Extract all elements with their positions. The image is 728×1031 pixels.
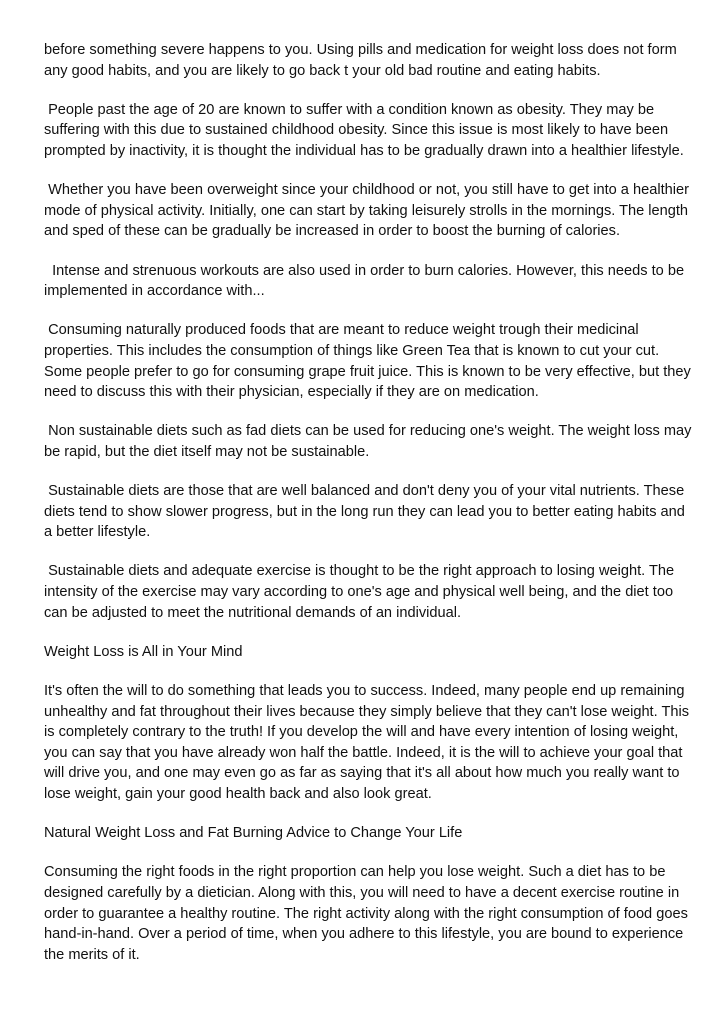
- document-page: [44, 40, 696, 984]
- section-heading-mind: Weight Loss is All in Your Mind: [44, 643, 243, 660]
- paragraph-physical-activity: Whether you have been overweight since your childhood or not, you still have to get into a healthier mode of physical activity. Initially, one can start by taking leisurely strolls in the mornings. The length and sped of these can be gradually be increased in order to boost the burning of calories.: [44, 182, 694, 240]
- paragraph-right-foods: Consuming the right foods in the right proportion can help you lose weight. Such a diet has to be designed carefully by a dietician. Along with this, you will need to have a decent exercise routine in order to guarantee a healthy routine. The right activity along with the right consumption of food goes hand-in-hand. Over a period of time, when you adhere to this lifestyle, you are bound to experience the merits of it.: [44, 864, 692, 963]
- section-heading-natural-weight-loss: Natural Weight Loss and Fat Burning Advice to Change Your Life: [44, 825, 463, 842]
- paragraph-intense-workouts: Intense and strenuous workouts are also used in order to burn calories. However, this needs to be implemented in accordance with...: [44, 262, 689, 300]
- paragraph-pills-medication: before something severe happens to you. Using pills and medication for weight loss does not form any good habits, and you are likely to go back t your old bad routine and eating habits.: [44, 42, 681, 79]
- paragraph-fad-diets: Non sustainable diets such as fad diets can be used for reducing one's weight. The weight loss may be rapid, but the diet itself may not be sustainable.: [44, 423, 696, 460]
- paragraph-obesity-age: People past the age of 20 are known to suffer with a condition known as obesity. They may be suffering with this due to sustained childhood obesity. Since this issue is most likely to have been prompted by inactivity, it is thought the individual has to be gradually drawn into a healthier lifestyle.: [44, 101, 684, 159]
- paragraph-will-to-succeed: It's often the will to do something that leads you to success. Indeed, many people end up remaining unhealthy and fat throughout their lives because they simply believe that they can't lose weight. This is completely contrary to the truth! If you develop the will and have every intention of losing weight, you can say that you have already won half the battle. Indeed, it is the will to achieve your goal that will drive you, and one may even go as far as saying that it's all about how much you really want to lose weight, gain your good health back and also look great.: [44, 683, 694, 802]
- paragraph-sustainable-diets: Sustainable diets are those that are well balanced and don't deny you of your vital nutrients. These diets tend to show slower progress, but in the long run they can lead you to better eating habits and a better lifestyle.: [44, 483, 689, 541]
- paragraph-diet-exercise: Sustainable diets and adequate exercise is thought to be the right approach to losing weight. The intensity of the exercise may vary according to one's age and physical well being, and the diet too can be adjusted to meet the nutritional demands of an individual.: [44, 563, 679, 621]
- paragraph-natural-foods: Consuming naturally produced foods that are meant to reduce weight trough their medicinal properties. This includes the consumption of things like Green Tea that is known to cut your cut. Some people prefer to go for consuming grape fruit juice. This is known to be very effective, but they need to discuss this with their physician, especially if they are on medication.: [44, 322, 695, 401]
